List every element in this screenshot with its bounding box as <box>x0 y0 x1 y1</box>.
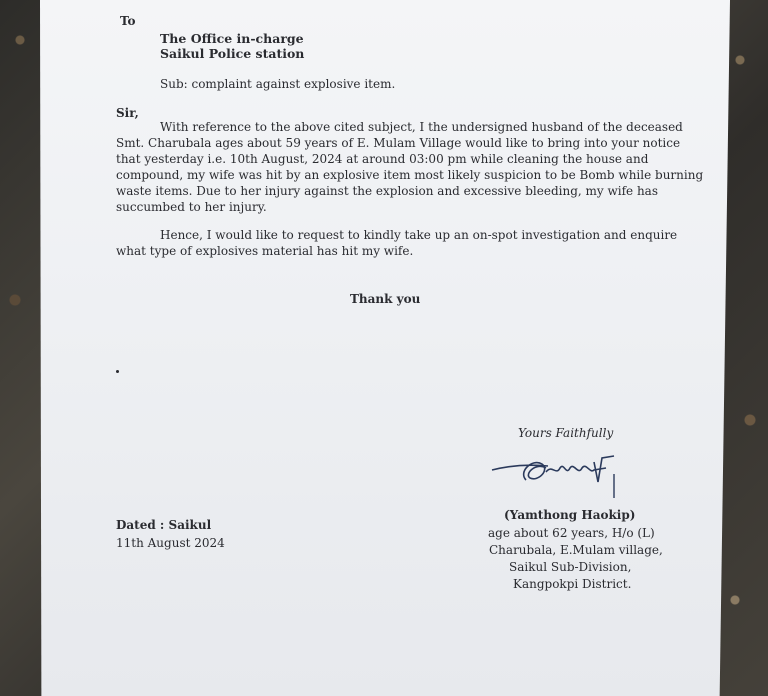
para2-line-2: what type of explosives material has hit my wife. <box>116 244 414 258</box>
letter-paper <box>40 0 730 696</box>
signer-detail-4: Kangpokpi District. <box>513 577 632 591</box>
recipient-station: Saikul Police station <box>160 46 305 61</box>
para1-line-5: waste items. Due to her injury against the explosion and excessive bleeding, my wife has <box>116 184 658 198</box>
ink-dot <box>116 370 119 373</box>
salutation: Sir, <box>116 106 139 120</box>
to-label: To <box>120 14 136 28</box>
thank-you: Thank you <box>350 292 421 306</box>
letter-date: 11th August 2024 <box>116 536 225 550</box>
signer-name: (Yamthong Haokip) <box>504 508 636 522</box>
para1-line-2: Smt. Charubala ages about 59 years of E. Mulam Village would like to bring into your notice <box>116 136 681 150</box>
para1-line-3: that yesterday i.e. 10th August, 2024 at around 03:00 pm while cleaning the house and <box>116 152 649 166</box>
signer-detail-3: Saikul Sub-Division, <box>509 560 632 574</box>
signature-image <box>488 452 628 502</box>
para1-line-6: succumbed to her injury. <box>116 200 267 214</box>
para2-line-1: Hence, I would like to request to kindly take up an on-spot investigation and enquire <box>160 228 678 242</box>
closing-line: Yours Faithfully <box>518 426 614 440</box>
recipient-office: The Office in-charge <box>160 31 304 46</box>
subject-line: Sub: complaint against explosive item. <box>160 77 396 91</box>
signer-detail-2: Charubala, E.Mulam village, <box>489 543 663 557</box>
para1-line-4: compound, my wife was hit by an explosive item most likely suspicion to be Bomb while burning <box>116 168 704 182</box>
dated-label: Dated : Saikul <box>116 518 212 532</box>
signer-detail-1: age about 62 years, H/o (L) <box>488 526 655 540</box>
para1-line-1: With reference to the above cited subject, I the undersigned husband of the deceased <box>160 120 683 134</box>
